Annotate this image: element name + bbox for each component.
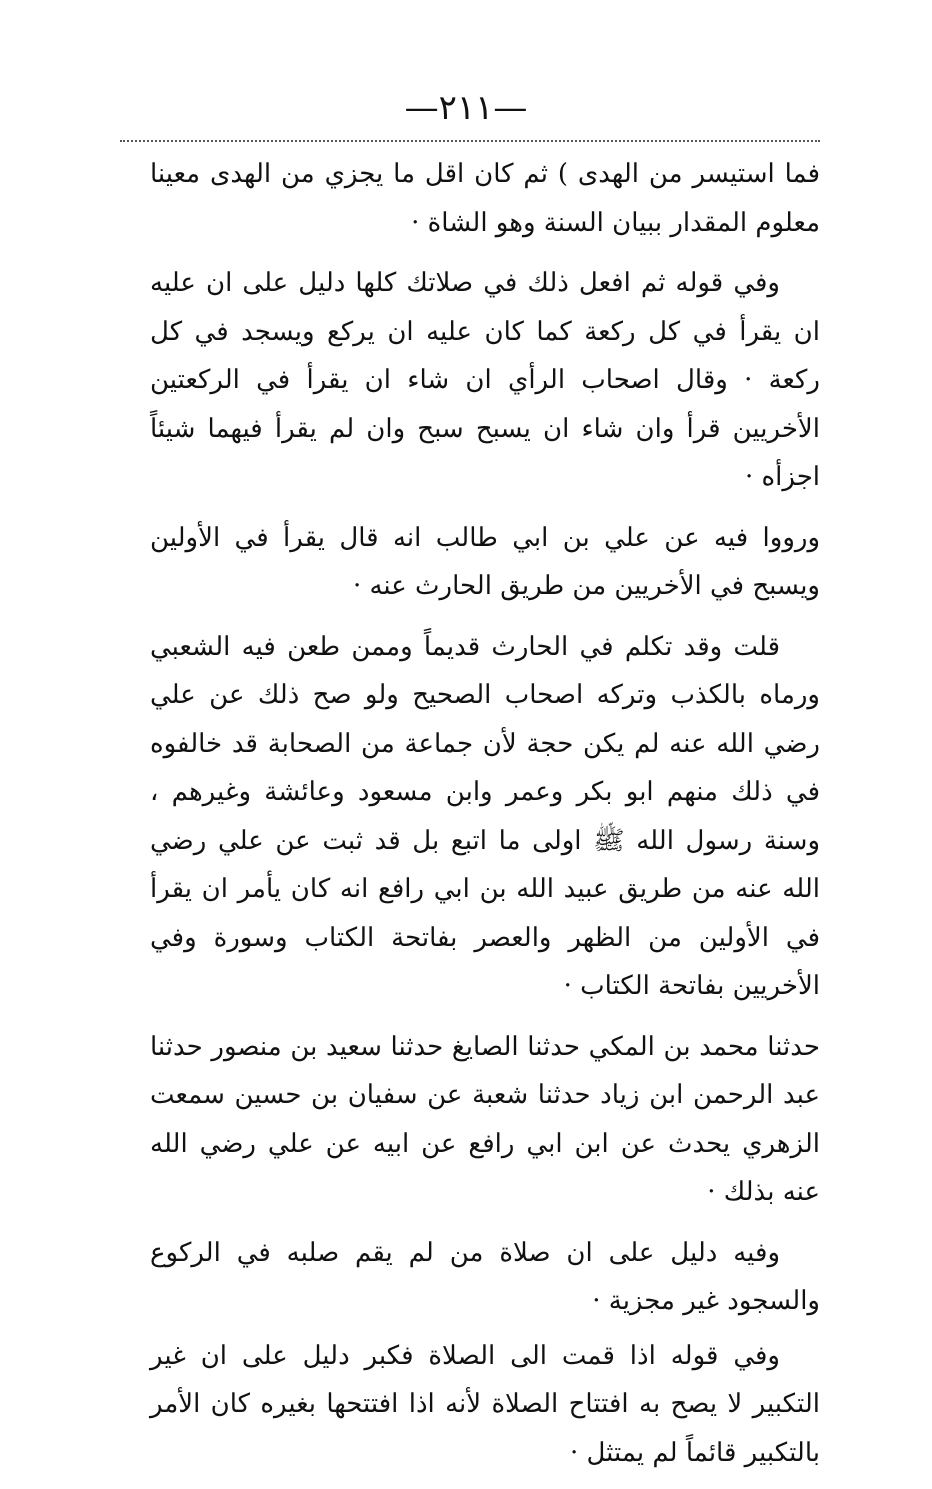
body-text [150,150,820,1489]
paragraph-ruku-sujud: وفيه دليل على ان صلاة من لم يقم صلبه في الركوع والسجود غير مجزية · [150,1237,820,1316]
paragraph-hady: فما استيسر من الهدى ) ثم كان اقل ما يجزي من الهدى معينا معلوم المقدار ببيان السنة وهو الشاة · [150,159,820,238]
page-number: —٢١١— [404,88,528,128]
paragraph-isnad: حدثنا محمد بن المكي حدثنا الصايغ حدثنا سعيد بن منصور حدثنا عبد الرحمن ابن زياد حدثنا شعبة عن سفيان بن حسين سمعت الزهري يحدث عن ابن ابي رافع عن ابيه عن علي رضي الله عنه بذلك · [150,1031,820,1207]
header-dotted-rule [120,140,820,142]
paragraph-takbir: وفي قوله اذا قمت الى الصلاة فكبر دليل على ان غير التكبير لا يصح به افتتاح الصلاة لأنه اذا افتتحها بغيره كان الأمر بالتكبير قائماً لم يمتثل · [150,1340,820,1468]
paragraph-harith-critique: قلت وقد تكلم في الحارث قديماً وممن طعن فيه الشعبي ورماه بالكذب وتركه اصحاب الصحيح ولو صح ذلك عن علي رضي الله عنه لم يكن حجة لأن جماعة من الصحابة قد خالفوه في ذلك منهم ابو بكر وعمر وابن مسعود وعائشة وغيرهم ، وسنة رسول الله ﷺ اولى ما اتبع بل قد ثبت عن علي رضي الله عنه من طريق عبيد الله بن ابي رافع انه كان يأمر ان يقرأ في الأولين من الظهر والعصر بفاتحة الكتاب وسورة وفي الأخريين بفاتحة الكتاب · [150,631,820,1001]
paragraph-ali-report: ورووا فيه عن علي بن ابي طالب انه قال يقرأ في الأولين ويسبح في الأخريين من طريق الحارث عنه · [150,522,820,601]
paragraph-recitation-each-rakah: وفي قوله ثم افعل ذلك في صلاتك كلها دليل على ان عليه ان يقرأ في كل ركعة كما كان عليه ان يركع ويسجد في كل ركعة · وقال اصحاب الرأي ان شاء ان يقرأ في الركعتين الأخريين قرأ وان شاء ان يسبح سبح وان لم يقرأ فيهما شيئاً اجزأه · [150,268,820,492]
